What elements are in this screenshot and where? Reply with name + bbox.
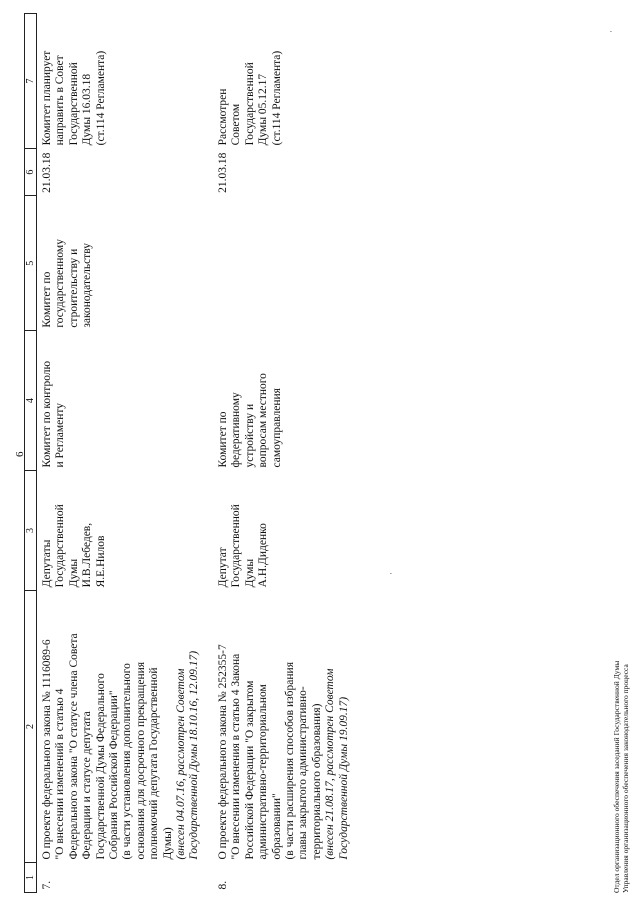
table-header-row: [25, 14, 37, 893]
bill-note: Государственной Думы 19.09.17): [337, 696, 350, 860]
bill-status: Комитет планирует направить в Совет Государственной Думы 16.03.18 (ст.114 Регламента): [41, 50, 107, 146]
column-header: 3: [25, 471, 37, 591]
column-header: 4: [25, 331, 37, 471]
table-row: [203, 14, 352, 893]
row-number: 8.: [216, 880, 229, 890]
page-number: 6: [14, 451, 26, 457]
column-header: 1: [25, 863, 37, 893]
review-date: 21.03.18: [41, 152, 53, 193]
bills-table: [24, 13, 352, 893]
table-row: [37, 14, 203, 893]
bill-authors: Депутат Государственной Думы А.Н.Диденко: [216, 504, 270, 588]
bill-title: О проекте федерального закона № 1116089-6 "О внесении изменений в статью 4 Федерального закона "О статусе члена Совета Федерации и статусе депутата Государственной Думы Федерального Собрания Российской Федерации" (в части установления дополнительного основания для досрочного прекращения полномочий депутата Государственной Думы) (внесен 04.07.16, рассмотрен Советом Государственной Думы 18.10.16, 12.09.17): [37, 590, 203, 862]
co-executor-committee: [203, 196, 352, 331]
column-header: 2: [25, 590, 37, 862]
footer-line: Управления организационного обеспечения законодательного процесса: [621, 664, 630, 893]
footer-line: Отдел организационного обеспечения заседаний Государственной Думы: [612, 660, 621, 893]
scan-speck: ·: [386, 572, 396, 575]
footer: [612, 661, 630, 893]
bill-note: Государственной Думы 18.10.16, 12.09.17): [188, 650, 201, 860]
column-header: 6: [25, 148, 37, 195]
bill-note: (внесен 21.08.17, рассмотрен Советом: [324, 668, 337, 860]
scan-speck: ·: [606, 30, 616, 33]
responsible-committee: Комитет по контролю и Регламенту: [41, 360, 67, 468]
review-date: 21.03.18: [216, 152, 229, 193]
bill-note: (внесен 04.07.16, рассмотрен Советом: [175, 668, 188, 860]
column-header: 7: [25, 14, 37, 149]
bill-status: Рассмотрен Советом Государственной Думы 05.12.17 (ст.114 Регламента): [216, 50, 283, 146]
bill-authors: Депутаты Государственной Думы И.В.Лебедев, Я.Е.Нилов: [41, 504, 107, 588]
bill-title: О проекте федерального закона № 252355-7 "О внесении изменения в статью 4 Закона Российской Федерации "О закрытом административно-территориальном образовании" (в части расширения способов избрания главы закрытого административно- территориального образования) (внесен 21.08.17, рассмотрен Советом Государственной Думы 19.09.17): [203, 590, 352, 862]
responsible-committee: Комитет по федеративному устройству и вопросам местного самоуправления: [216, 373, 283, 468]
column-header: 5: [25, 196, 37, 331]
co-executor-committee: Комитет по государственному строительству и законодательству: [41, 239, 94, 328]
row-number: 7.: [41, 880, 53, 890]
